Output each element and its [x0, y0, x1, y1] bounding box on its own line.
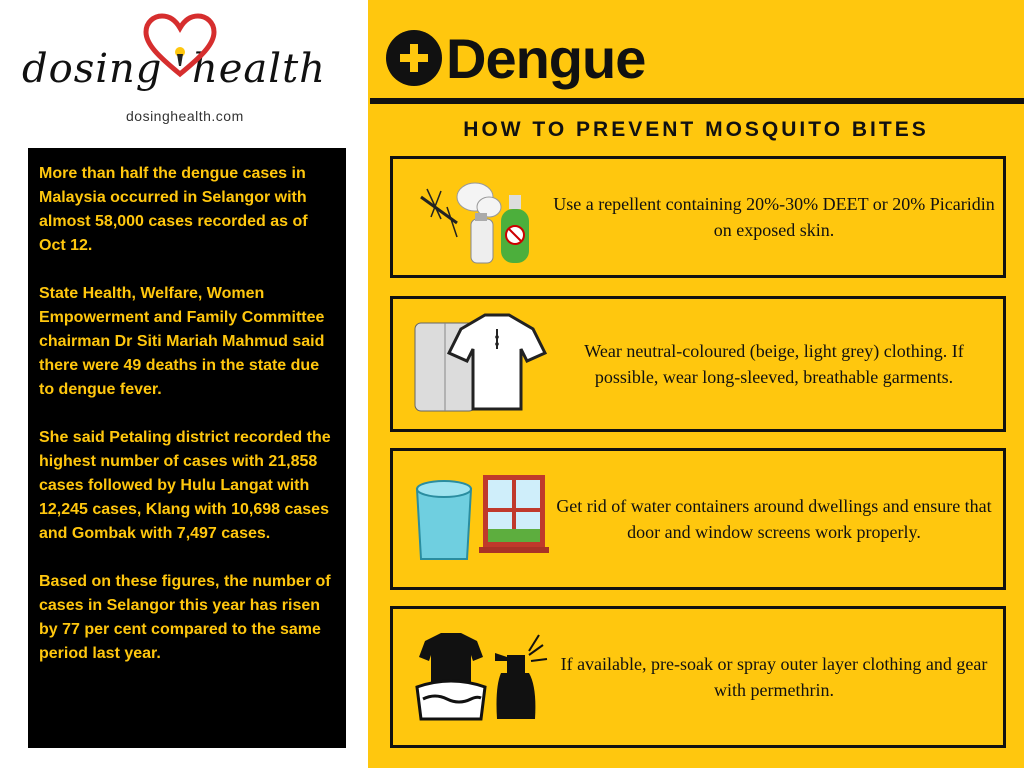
soak-spray-icon	[411, 609, 551, 745]
heart-icon	[140, 12, 220, 82]
tip-text: Get rid of water containers around dwellings and ensure that door and window screens work properly.	[556, 496, 992, 542]
plus-icon	[386, 30, 442, 86]
fact-paragraph: She said Petaling district recorded the highest number of cases with 21,858 cases followed by Hulu Langat with 12,245 cases, Klang with 10,698 cases and Gombak with 7,497 cases.	[39, 429, 331, 542]
clothing-icon	[411, 299, 551, 429]
fact-paragraph: State Health, Welfare, Women Empowerment and Family Committee chairman Dr Siti Mariah Mahmud said there were 49 deaths in the state due to dengue fever.	[39, 285, 325, 398]
tip-card	[390, 156, 1006, 278]
tip-text: Use a repellent containing 20%-30% DEET or 20% Picaridin on exposed skin.	[553, 194, 995, 240]
fact-paragraph: Based on these figures, the number of cases in Selangor this year has risen by 77 per cent compared to the same period last year.	[39, 573, 331, 662]
left-panel	[0, 0, 368, 768]
mosquito-repellent-icon	[411, 159, 541, 275]
section-subtitle: HOW TO PREVENT MOSQUITO BITES	[463, 118, 929, 141]
title-divider	[370, 98, 1024, 104]
fact-paragraph: More than half the dengue cases in Malaysia occurred in Selangor with almost 58,000 cases recorded as of Oct 12.	[39, 165, 308, 254]
logo-url: dosinghealth.com	[126, 108, 244, 124]
tip-card	[390, 448, 1006, 590]
tip-text: Wear neutral-coloured (beige, light grey) clothing. If possible, wear long-sleeved, breathable garments.	[584, 341, 964, 387]
facts-box	[28, 148, 346, 748]
logo-word-health: health	[192, 46, 326, 92]
tip-text: If available, pre-soak or spray outer layer clothing and gear with permethrin.	[560, 654, 988, 700]
dosinghealth-logo	[22, 10, 362, 124]
page-title: Dengue	[446, 26, 646, 90]
logo-word-dosing: dosing	[22, 46, 163, 92]
tip-card	[390, 296, 1006, 432]
title-row	[386, 18, 645, 98]
tip-card	[390, 606, 1006, 748]
water-bucket-window-icon	[411, 451, 551, 587]
